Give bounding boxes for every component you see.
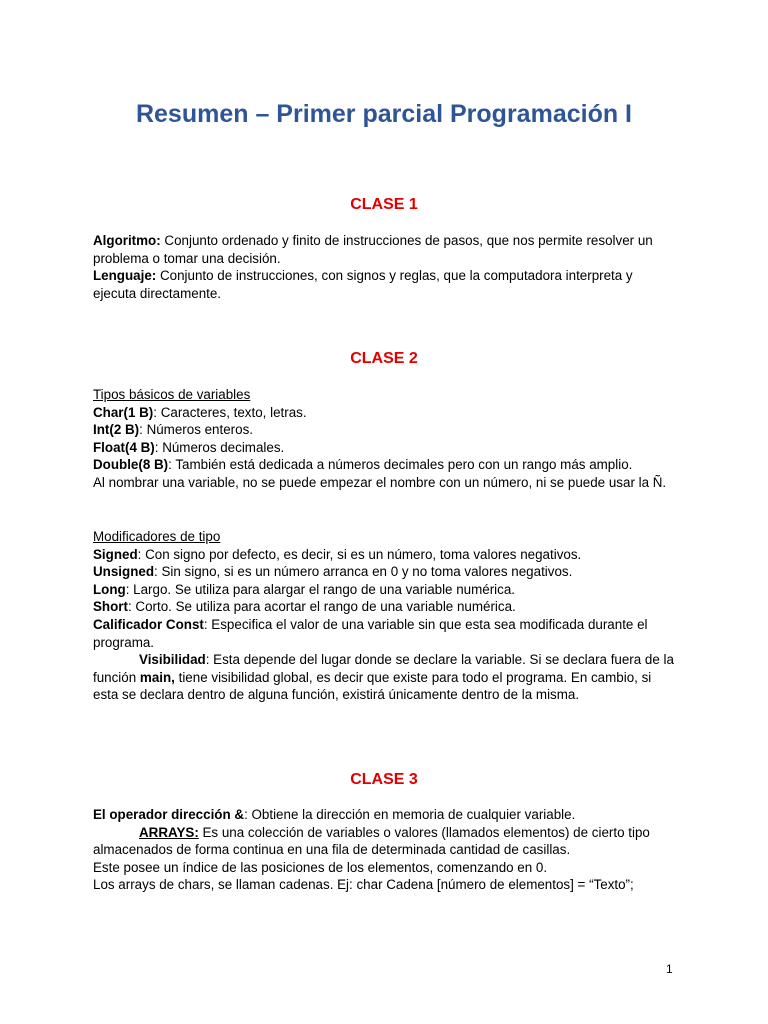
tipos-heading: Tipos básicos de variables bbox=[93, 387, 251, 402]
document-title: Resumen – Primer parcial Programación I bbox=[135, 100, 633, 128]
long-definition: Long: Largo. Se utiliza para alargar el rango de una variable numérica. bbox=[93, 581, 516, 597]
clase-1-heading: CLASE 1 bbox=[350, 196, 418, 213]
page-number: 1 bbox=[666, 962, 673, 976]
nombrar-note: Al nombrar una variable, no se puede empezar el nombre con un número, ni se puede usar la Ñ. bbox=[93, 474, 667, 490]
modificadores-heading: Modificadores de tipo bbox=[93, 529, 221, 544]
indice-note: Este posee un índice de las posiciones de los elementos, comenzando en 0. bbox=[93, 859, 548, 875]
clase-2-heading: CLASE 2 bbox=[350, 350, 418, 367]
double-definition: Double(8 B): También está dedicada a números decimales pero con un rango más amplio. bbox=[93, 457, 633, 473]
algoritmo-definition: Algoritmo: Conjunto ordenado y finito de instrucciones de pasos, que nos permite resolver un problema o tomar una decisión. bbox=[93, 233, 653, 266]
cadenas-note: Los arrays de chars, se llaman cadenas. Ej: char Cadena [número de elementos] = “Texto”; bbox=[93, 877, 634, 893]
short-definition: Short: Corto. Se utiliza para acortar el rango de una variable numérica. bbox=[93, 599, 516, 615]
clase-2-tipos bbox=[93, 386, 678, 492]
char-definition: Char(1 B): Caracteres, texto, letras. bbox=[93, 404, 307, 420]
lenguaje-definition: Lenguaje: Conjunto de instrucciones, con signos y reglas, que la computadora interpreta y ejecuta directamente. bbox=[93, 268, 633, 301]
int-definition: Int(2 B): Números enteros. bbox=[93, 422, 253, 438]
float-definition: Float(4 B): Números decimales. bbox=[93, 439, 285, 455]
unsigned-definition: Unsigned: Sin signo, si es un número arranca en 0 y no toma valores negativos. bbox=[93, 564, 573, 580]
clase-2-modificadores bbox=[93, 528, 678, 704]
clase-3-heading: CLASE 3 bbox=[350, 771, 418, 788]
visibilidad-definition: Visibilidad: Esta depende del lugar donde se declare la variable. Si se declara fuera de la función main, tiene visibilidad global, es decir que existe para todo el programa. En cambio, si esta se declara dentro de alguna función, existirá únicamente dentro de la misma. bbox=[93, 652, 674, 703]
signed-definition: Signed: Con signo por defecto, es decir, si es un número, toma valores negativos. bbox=[93, 546, 582, 562]
clase-3-content bbox=[93, 806, 678, 894]
operador-definition: El operador dirección &: Obtiene la dirección en memoria de cualquier variable. bbox=[93, 807, 576, 822]
const-definition: Calificador Const: Especifica el valor de una variable sin que esta sea modificada durante el programa. bbox=[93, 616, 648, 650]
arrays-definition: ARRAYS: Es una colección de variables o valores (llamados elementos) de cierto tipo almacenados de forma continua en una fila de determinada cantidad de casillas. bbox=[93, 824, 650, 858]
clase-1-content bbox=[93, 232, 678, 302]
